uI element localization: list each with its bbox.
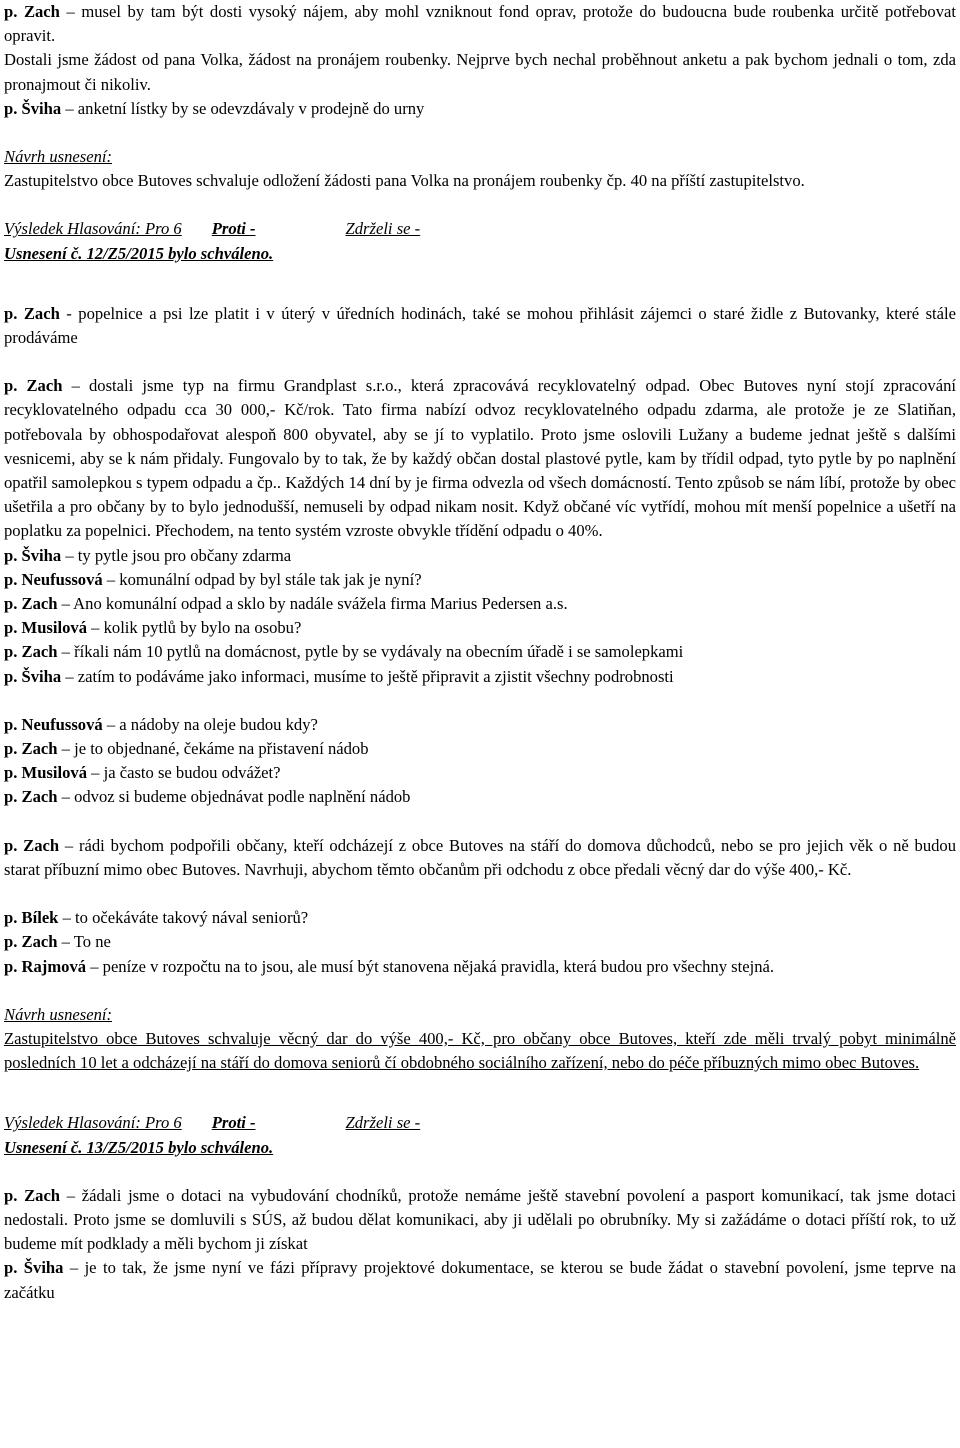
speaker: p. Rajmová: [4, 956, 87, 976]
resolution-text: Zastupitelstvo obce Butoves schvaluje věcný dar do výše 400,- Kč, pro občany obce Butoves, kteří zde měli trvalý pobyt minimálně posledních 10 let a odcházejí na stáří do domova seniorů čí obdobného sociálního zařízení, nebo do péče příbuzných mimo obec Butoves.: [4, 1028, 956, 1073]
paragraph-text: – anketní lístky by se odevzdávaly v prodejně do urny: [61, 98, 425, 118]
resolution-approved: Usnesení č. 13/Z5/2015 bylo schváleno.: [4, 1137, 274, 1157]
resolution-approved: Usnesení č. 12/Z5/2015 bylo schváleno.: [4, 243, 274, 263]
speaker: p. Musilová: [4, 618, 87, 638]
paragraph: [4, 665, 956, 689]
paragraph-text: – žádali jsme o dotaci na vybudování chodníků, protože nemáme ještě stavební povolení a pasport komunikací, tak jsme dotaci nedostali. Proto jsme se domluvili s SÚS, až budou dělat komunikaci, aby ji udělali po obrubníky. My si zažádáme o dotaci příští rok, to už budeme mít podklady a měli bychom ji získat: [4, 1185, 957, 1254]
paragraph-text: – kolik pytlů by bylo na osobu?: [87, 618, 302, 638]
paragraph: [4, 761, 956, 785]
paragraph: [4, 302, 956, 350]
paragraph: [4, 785, 956, 809]
speaker: p. Zach: [4, 932, 58, 952]
paragraph: [4, 568, 956, 592]
paragraph-text: – peníze v rozpočtu na to jsou, ale musí být stanovena nějaká pravidla, která budou pro všechny stejná.: [86, 956, 775, 976]
paragraph: [4, 374, 956, 543]
paragraph: [4, 592, 956, 616]
paragraph: [4, 544, 956, 568]
speaker: p. Šviha: [4, 1258, 64, 1278]
spacer: [4, 350, 956, 374]
vote-against: Proti -: [211, 1113, 256, 1133]
speaker: p. Šviha: [4, 666, 62, 686]
resolution-heading: Návrh usnesení:: [4, 1004, 113, 1024]
paragraph-text: – dostali jsme typ na firmu Grandplast s.r.o., která zpracovává recyklovatelný odpad. Obec Butoves nyní stojí zpracování recyklovatelného odpadu cca 30 000,- Kč/rok. Tato firma nabízí odvoz recyklovatelného odpadu zdarma, ale protože je ze Slatiňan, potřebovala by obhospodařovat alespoň 800 obyvatel, aby se jí to vyplatilo. Proto jsme oslovili Lužany a budeme jednat ještě s dalšími vesnicemi, aby se k nám přidaly. Fungovalo by to tak, že by každý občan dostal plastové pytle, kam by třídil odpad, tyto pytle by po naplnění opatřil samolepkou s typem odpadu a čp.. Každých 14 dní by je firma odvezla od všech domácností. Tento způsob se nám líbí, protože by obec ušetřila a pro občany by to bylo jednodušší, nemuseli by odpad nikam nosit. Když občané víc vytřídí, mohou mít menší popelnice a ušetří na poplatku za popelnici. Přechodem, na tento systém vzroste obvykle třídění odpadu o 40%.: [4, 376, 956, 541]
speaker: p. Zach: [4, 1185, 61, 1205]
speaker: p. Zach: [4, 376, 63, 396]
paragraph: [4, 906, 956, 930]
speaker: p. Zach: [4, 642, 58, 662]
paragraph: [4, 834, 956, 882]
paragraph-text: – zatím to podáváme jako informaci, musíme to ještě připravit a zjistit všechny podrobnosti: [61, 666, 674, 686]
paragraph: [4, 640, 956, 664]
spacer: [4, 121, 956, 145]
speaker: p. Zach: [4, 594, 58, 614]
paragraph-text: – To ne: [57, 932, 111, 952]
speaker: p. Neufussová: [4, 569, 103, 589]
paragraph-text: – je to objednané, čekáme na přistavení nádob: [57, 739, 369, 759]
paragraph-text: – komunální odpad by byl stále tak jak je nyní?: [102, 569, 422, 589]
spacer: [4, 882, 956, 906]
paragraph: [4, 737, 956, 761]
resolution-heading: Návrh usnesení:: [4, 147, 113, 167]
vote-abstain: Zdrželi se -: [345, 1113, 421, 1133]
vote-result: [4, 1111, 956, 1135]
paragraph-text: – ja často se budou odvážet?: [87, 763, 281, 783]
speaker: p. Zach: [4, 835, 60, 855]
vote-abstain: Zdrželi se -: [345, 219, 421, 239]
speaker: p. Musilová: [4, 763, 87, 783]
vote-result: [4, 217, 956, 241]
speaker: p. Neufussová: [4, 714, 103, 734]
speaker: p. Zach: [4, 787, 58, 807]
paragraph-text: – říkali nám 10 pytlů na domácnost, pytle by se vydávaly na obecním úřadě i se samolepkami: [57, 642, 684, 662]
paragraph-text: – musel by tam být dosti vysoký nájem, aby mohl vzniknout fond oprav, protože do budoucna bude roubenka určitě potřebovat opravit.: [4, 2, 956, 46]
speaker: p. Zach: [4, 2, 60, 21]
paragraph-text: – rádi bychom podpořili občany, kteří odcházejí z obce Butoves na stáří do domova důchodců, nebo se pro jejich věk o ně budou starat příbuzní mimo obec Butoves. Navrhuji, abychom těmto občanům při odchodu z obce předali věcný dar do výše 400,- Kč.: [4, 835, 957, 879]
paragraph: [4, 713, 956, 737]
speaker: p. Zach: [4, 303, 60, 323]
paragraph-text: – je to tak, že jsme nyní ve fázi přípravy projektové dokumentace, se kterou se bude žádat o stavební povolení, jsme teprve na začátku: [4, 1258, 956, 1302]
speaker: p. Bílek: [4, 908, 59, 928]
spacer: [4, 810, 956, 834]
vote-for: Výsledek Hlasování: Pro 6: [4, 219, 182, 239]
resolution-text: Zastupitelstvo obce Butoves schvaluje odložení žádosti pana Volka na pronájem roubenky čp. 40 na příští zastupitelstvo.: [4, 171, 805, 191]
paragraph-text: - popelnice a psi lze platit i v úterý v úředních hodinách, také se mohou přihlásit zájemci o staré židle z Butovanky, které stále prodáváme: [4, 303, 956, 348]
spacer: [4, 1075, 956, 1099]
paragraph: Dostali jsme žádost od pana Volka, žádost na pronájem roubenky. Nejprve bych nechal proběhnout anketu a pak bychom jednali o tom, zda pronajmout či nikoliv.: [4, 50, 956, 94]
paragraph-text: – a nádoby na oleje budou kdy?: [102, 714, 318, 734]
spacer: [4, 979, 956, 1003]
vote-for: Výsledek Hlasování: Pro 6: [4, 1113, 182, 1133]
speaker: p. Šviha: [4, 98, 62, 118]
paragraph-text: – ty pytle jsou pro občany zdarma: [61, 545, 292, 565]
paragraph: [4, 930, 956, 954]
paragraph-text: – odvoz si budeme objednávat podle naplnění nádob: [57, 787, 411, 807]
paragraph: [4, 955, 956, 979]
spacer: [4, 266, 956, 290]
spacer: [4, 689, 956, 713]
spacer: [4, 193, 956, 217]
paragraph: [4, 616, 956, 640]
paragraph: [4, 0, 956, 48]
paragraph-text: – Ano komunální odpad a sklo by nadále svážela firma Marius Pedersen a.s.: [57, 594, 568, 614]
speaker: p. Zach: [4, 739, 58, 759]
paragraph: [4, 1184, 956, 1257]
speaker: p. Šviha: [4, 545, 62, 565]
paragraph: [4, 1256, 956, 1304]
paragraph-text: – to očekáváte takový nával seniorů?: [58, 908, 309, 928]
spacer: [4, 1160, 956, 1184]
vote-against: Proti -: [211, 219, 256, 239]
paragraph: [4, 97, 956, 121]
